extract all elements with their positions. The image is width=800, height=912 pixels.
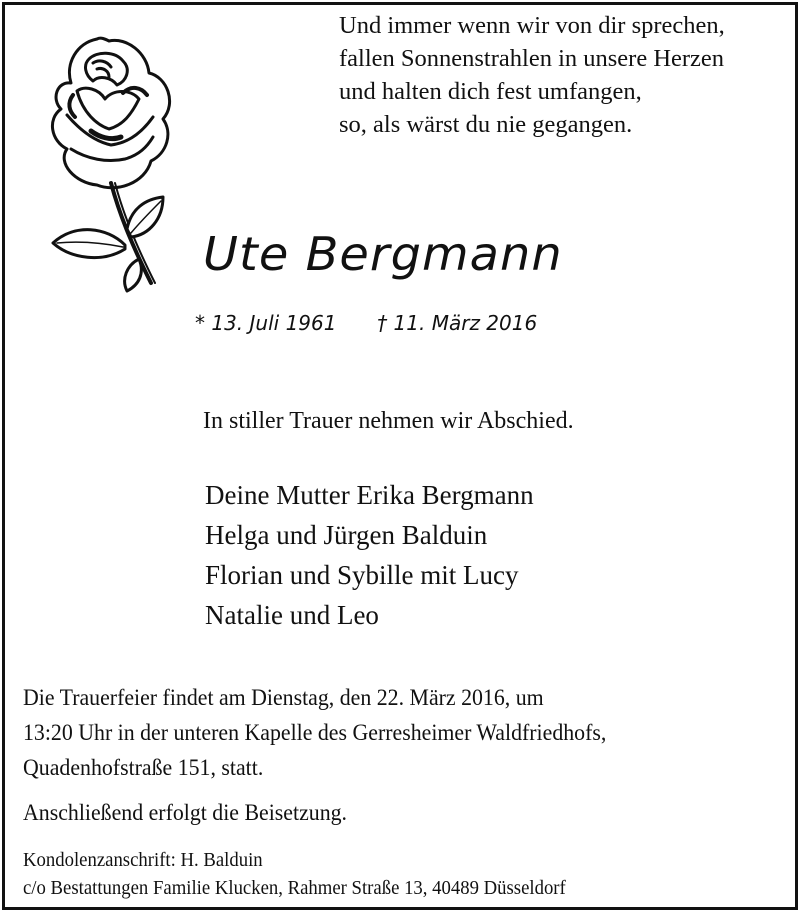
condolence-line: c/o Bestattungen Familie Klucken, Rahmer Straße 13, 40489 Düsseldorf — [23, 878, 566, 899]
service-line: Die Trauerfeier findet am Dienstag, den 22. März 2016, um — [23, 685, 544, 710]
life-dates — [195, 311, 537, 335]
poem-line: und halten dich fest umfangen, — [339, 78, 642, 105]
family-member: Natalie und Leo — [205, 600, 379, 630]
condolence-line: Kondolenzanschrift: H. Balduin — [23, 850, 263, 871]
family-list — [205, 475, 534, 635]
death-date: 11. März 2016 — [393, 311, 538, 335]
family-member: Helga und Jürgen Balduin — [205, 520, 488, 550]
family-member: Florian und Sybille mit Lucy — [205, 560, 519, 590]
poem — [339, 9, 725, 141]
rose-icon — [27, 33, 187, 293]
poem-line: so, als wärst du nie gegangen. — [339, 111, 633, 138]
cross-icon: † — [377, 311, 388, 335]
farewell-text: In stiller Trauer nehmen wir Abschied. — [203, 408, 574, 434]
born-symbol: * — [195, 311, 205, 335]
burial-note: Anschließend erfolgt die Beisetzung. — [23, 800, 348, 825]
obituary-frame — [2, 2, 798, 910]
poem-line: fallen Sonnenstrahlen in unsere Herzen — [339, 45, 725, 72]
birth-date: 13. Juli 1961 — [211, 311, 337, 335]
deceased-name: Ute Bergmann — [203, 227, 563, 281]
service-line: Quadenhofstraße 151, statt. — [23, 755, 264, 780]
service-line: 13:20 Uhr in der unteren Kapelle des Gerresheimer Waldfriedhofs, — [23, 720, 607, 745]
poem-line: Und immer wenn wir von dir sprechen, — [339, 12, 725, 39]
condolence-address — [23, 847, 566, 903]
family-member: Deine Mutter Erika Bergmann — [205, 480, 534, 510]
service-info — [23, 680, 606, 785]
